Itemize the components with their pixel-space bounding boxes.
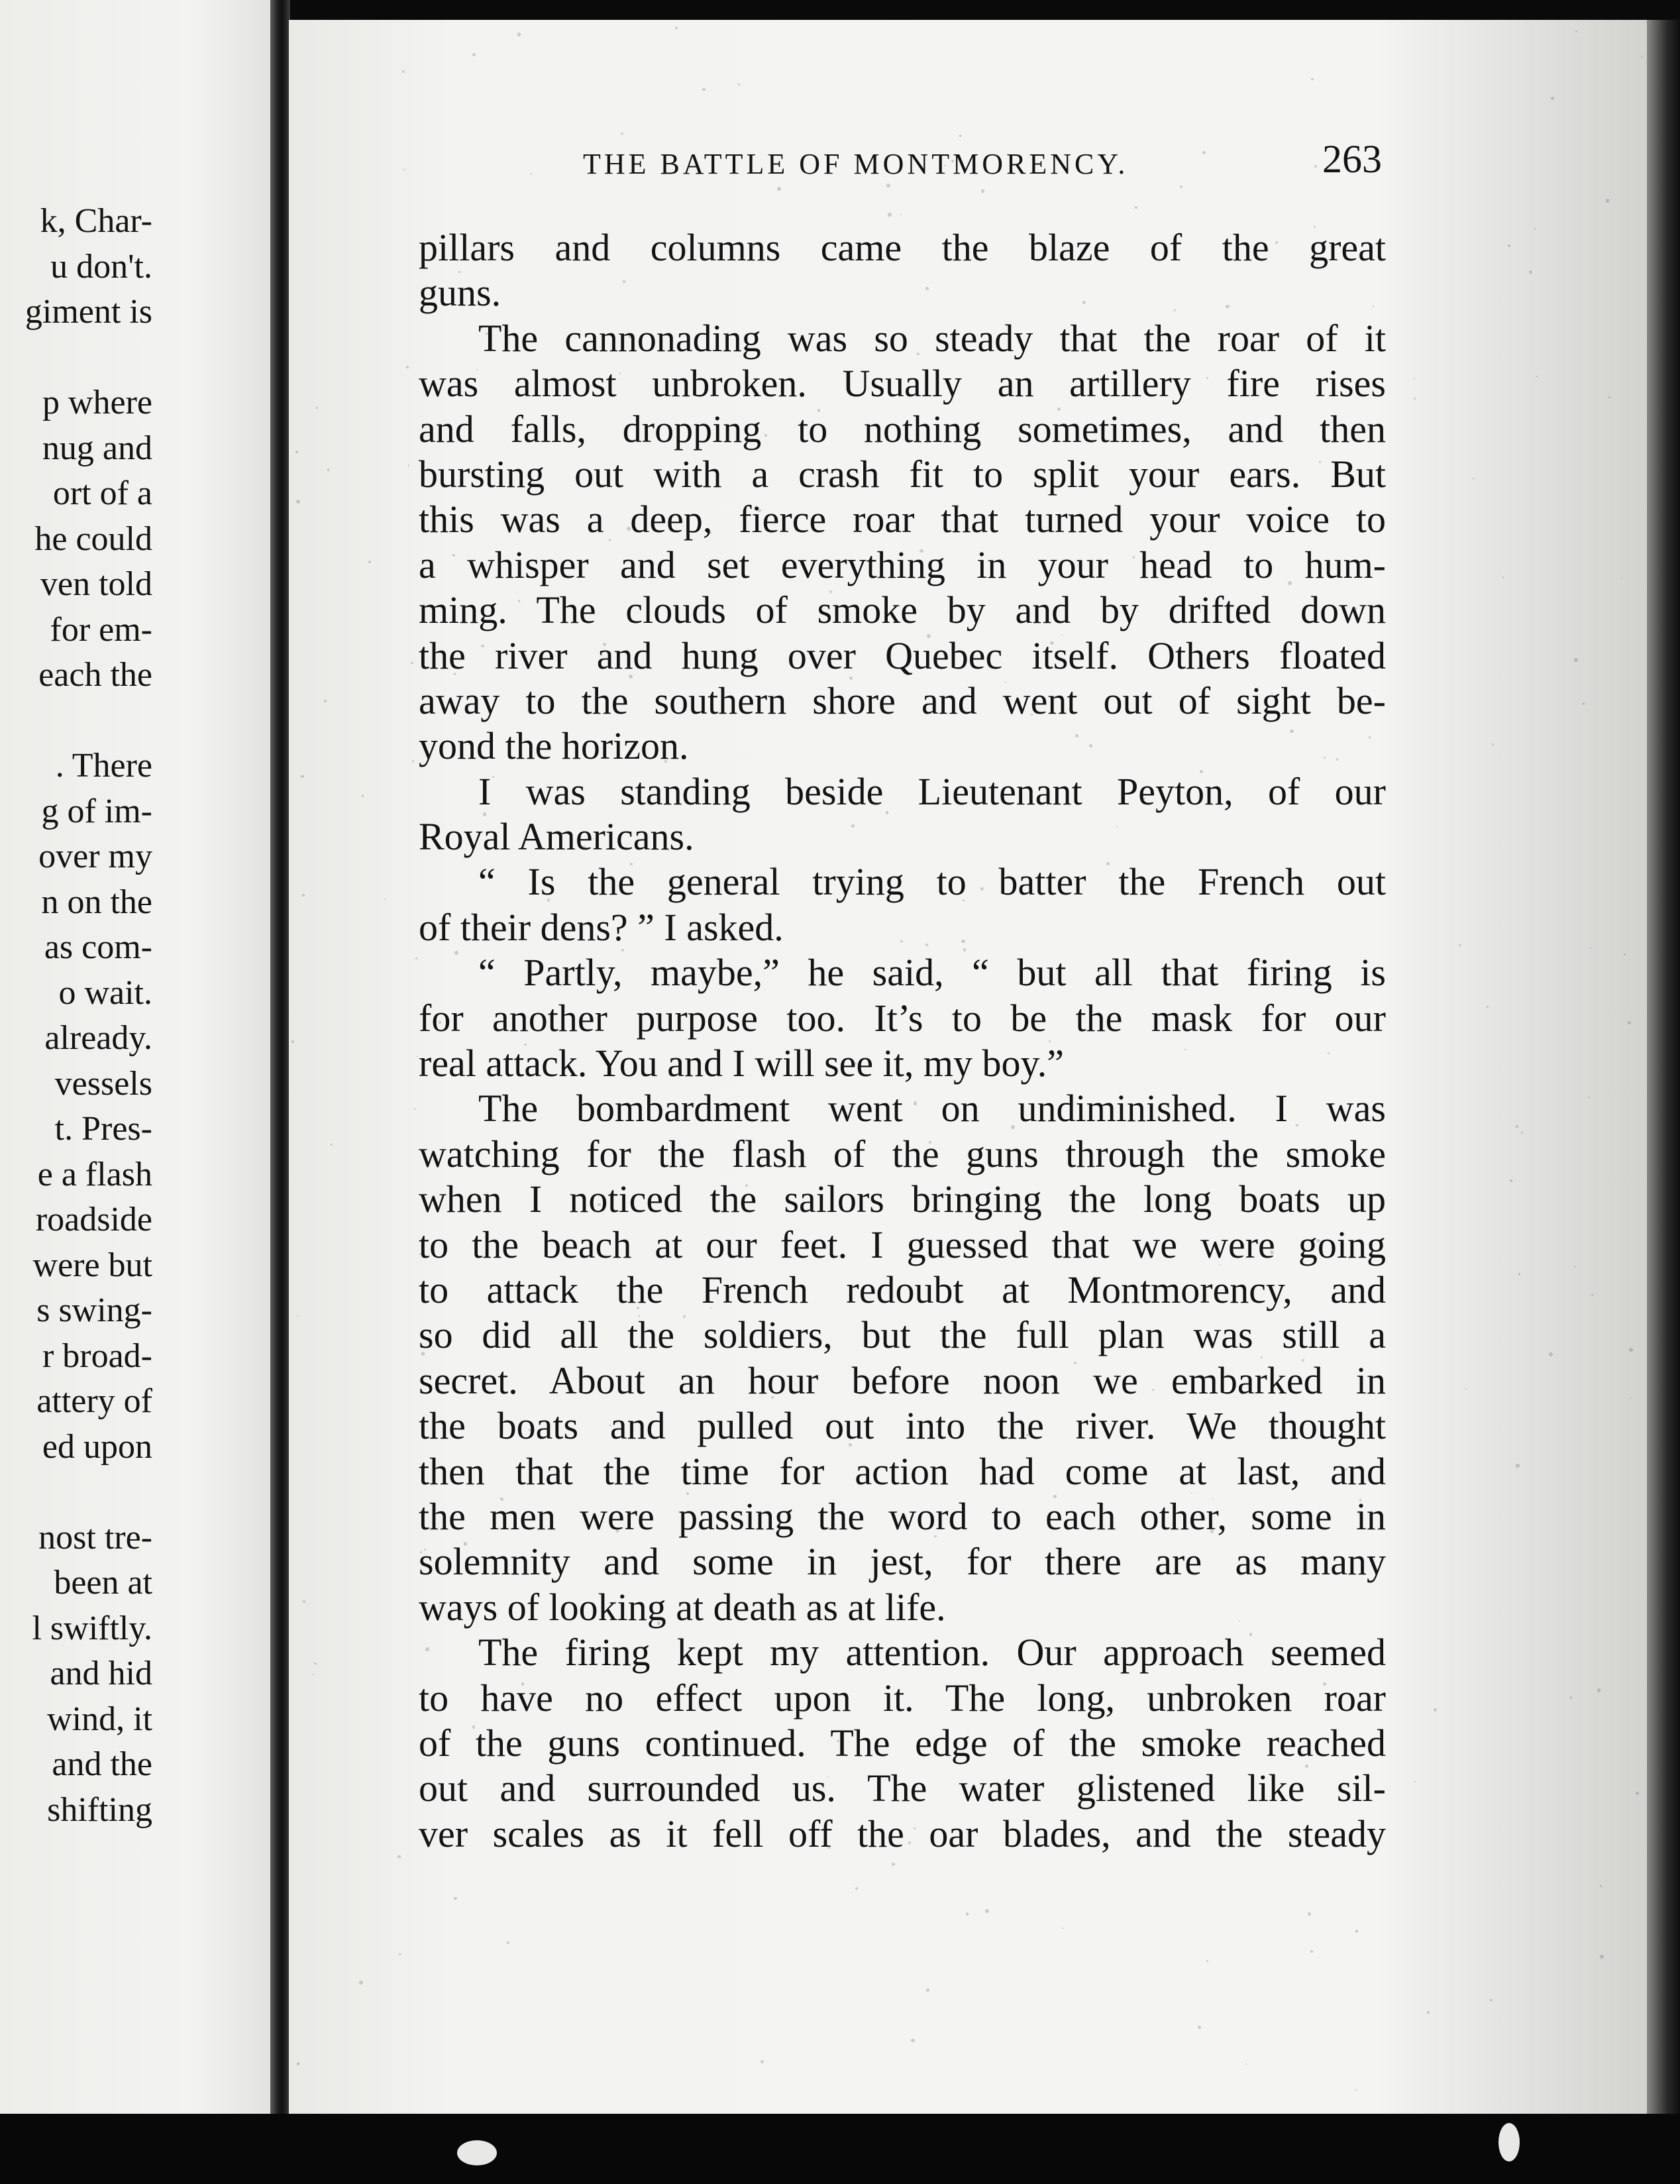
paper-speck: [1226, 305, 1229, 308]
text-line: for another purpose too. It’s to be the mask for our: [419, 996, 1386, 1040]
text-line: to the beach at our feet. I guessed that we were going: [419, 1223, 1386, 1266]
text-line: was almost unbroken. Usually an artillery fire rises: [419, 362, 1386, 406]
paper-speck: [1355, 2089, 1357, 2091]
paper-speck: [1311, 78, 1313, 80]
paper-speck: [421, 1352, 425, 1356]
page-gutter: [270, 0, 290, 2120]
paper-speck: [458, 271, 460, 273]
paper-speck: [827, 1776, 829, 1778]
paper-speck: [1324, 757, 1326, 759]
left-page-line: over my: [38, 838, 152, 875]
paper-speck: [1271, 692, 1273, 694]
paper-speck: [1174, 309, 1176, 311]
paper-speck: [327, 468, 329, 470]
left-page-line: [8, 698, 152, 744]
paper-speck: [1074, 1362, 1076, 1364]
paper-speck: [1316, 1239, 1320, 1242]
paper-speck: [1089, 744, 1092, 747]
paper-speck: [425, 1647, 429, 1651]
text-line: guns.: [419, 271, 501, 315]
text-line: watching for the flash of the guns through the smoke: [419, 1132, 1386, 1175]
paper-speck: [1061, 474, 1064, 477]
paper-speck: [609, 539, 611, 541]
paper-speck: [629, 675, 633, 679]
paper-speck: [1597, 1688, 1601, 1692]
paper-speck: [664, 760, 666, 762]
text-line: The bombardment went on undiminished. I was: [478, 1087, 1386, 1130]
text-line: then that the time for action had come at last, and: [419, 1449, 1386, 1493]
paper-speck: [1296, 1124, 1298, 1126]
text-line: ver scales as it fell off the oar blades, and the steady: [419, 1812, 1386, 1855]
left-page-line: r broad-: [42, 1337, 152, 1375]
paper-speck: [911, 2039, 915, 2043]
paper-speck: [1314, 165, 1317, 168]
paper-speck: [1041, 1384, 1044, 1386]
paper-speck: [324, 700, 326, 702]
paper-speck: [1050, 641, 1053, 645]
paper-speck: [1031, 714, 1033, 716]
paper-speck: [411, 662, 413, 665]
paper-speck: [925, 944, 928, 946]
left-page-line: and hid: [50, 1655, 152, 1692]
paper-speck: [855, 1887, 858, 1890]
paper-speck: [1490, 1999, 1493, 2002]
paper-speck: [547, 899, 550, 901]
paper-speck: [886, 811, 888, 814]
paper-speck: [1355, 1930, 1358, 1932]
left-page-line: s swing-: [36, 1291, 152, 1329]
bottom-scan-border: [0, 2114, 1680, 2184]
paper-speck: [500, 1498, 503, 1501]
left-page-line: already.: [44, 1019, 152, 1057]
paper-speck: [657, 1621, 660, 1625]
left-page-line: attery of: [36, 1382, 152, 1420]
paper-speck: [412, 760, 413, 761]
text-line: “ Is the general trying to batter the French out: [478, 860, 1386, 904]
paper-speck: [452, 554, 455, 557]
text-line: a whisper and set everything in your head to hum-: [419, 543, 1386, 586]
paper-speck: [397, 1855, 400, 1858]
text-line: secret. About an hour before noon we embarked in: [419, 1358, 1386, 1402]
paper-speck: [1492, 743, 1494, 745]
paper-speck: [771, 1396, 774, 1399]
left-page-line: p where: [42, 384, 152, 421]
paper-speck: [1427, 2011, 1430, 2014]
paper-speck: [454, 951, 458, 955]
paper-speck: [623, 280, 625, 282]
left-page-line: nug and: [42, 429, 152, 467]
left-page-line: roadside: [35, 1201, 152, 1238]
paper-speck: [1624, 954, 1626, 956]
left-page-line: l swiftly.: [32, 1609, 152, 1647]
paper-speck: [1270, 1250, 1274, 1254]
paper-speck: [621, 949, 624, 952]
text-line: the men were passing the word to each other, some in: [419, 1494, 1386, 1538]
paper-speck: [1026, 1434, 1029, 1437]
paper-speck: [717, 1751, 721, 1755]
paper-speck: [1308, 1912, 1311, 1916]
paper-speck: [1049, 1040, 1051, 1042]
paper-speck: [1487, 1006, 1489, 1008]
left-page-line: for em-: [50, 610, 152, 649]
paper-speck: [1600, 1955, 1603, 1958]
paper-speck: [314, 1663, 317, 1665]
paper-speck: [464, 1542, 467, 1545]
paper-speck: [331, 1144, 333, 1146]
text-line: this was a deep, fierce roar that turned your voice to: [419, 498, 1386, 541]
paper-speck: [297, 2062, 299, 2065]
paper-speck: [1082, 301, 1086, 304]
paper-speck: [1510, 1179, 1512, 1182]
paper-speck: [1359, 1499, 1361, 1501]
paper-speck: [312, 1674, 313, 1675]
left-page-text: [8, 199, 273, 1833]
paper-speck: [1184, 1049, 1186, 1050]
paper-speck: [637, 1307, 639, 1309]
paper-speck: [297, 1316, 298, 1317]
paper-speck: [1641, 56, 1642, 57]
text-line: The firing kept my attention. Our approach seemed: [478, 1631, 1386, 1674]
left-page-line: t. Pres-: [54, 1110, 152, 1148]
paper-speck: [919, 549, 923, 553]
text-line: ways of looking at death as at life.: [419, 1585, 946, 1629]
paper-speck: [429, 1845, 431, 1847]
paper-speck: [459, 838, 462, 842]
text-line: when I noticed the sailors bringing the long boats up: [419, 1177, 1386, 1221]
paper-speck: [917, 353, 919, 355]
paper-speck: [1608, 396, 1610, 398]
left-page-line: u don't.: [50, 247, 152, 286]
paper-speck: [420, 1551, 422, 1553]
paper-speck: [467, 704, 470, 706]
left-page-line: he could: [34, 519, 152, 558]
paper-speck: [1534, 228, 1536, 230]
paper-speck: [1606, 199, 1609, 202]
paper-speck: [316, 407, 318, 409]
text-line: of their dens? ” I asked.: [419, 905, 784, 949]
paper-speck: [966, 1912, 969, 1916]
text-line: the river and hung over Quebec itself. Others floated: [419, 633, 1386, 677]
left-page-line: e a flash: [37, 1155, 152, 1193]
left-page-line: n on the: [41, 883, 152, 921]
dust-blob: [1498, 2123, 1520, 2161]
left-page-line: ed upon: [42, 1427, 152, 1466]
paper-speck: [1239, 1620, 1240, 1621]
paper-speck: [606, 1566, 608, 1568]
left-page-line: vessels: [54, 1064, 152, 1103]
paper-speck: [1245, 2063, 1247, 2065]
paper-speck: [362, 794, 364, 797]
paper-speck: [359, 1981, 363, 1985]
paper-speck: [1135, 206, 1137, 209]
paper-speck: [1302, 1359, 1304, 1362]
text-line: solemnity and some in jest, for there are as many: [419, 1540, 1386, 1584]
paper-speck: [914, 1101, 918, 1105]
paper-speck: [1062, 1928, 1063, 1929]
paper-speck: [981, 190, 984, 192]
text-line: pillars and columns came the blaze of the great: [419, 226, 1386, 269]
paper-speck: [963, 948, 966, 951]
paper-speck: [627, 527, 631, 531]
page-edge-shadow: [1647, 20, 1680, 2114]
left-page-line: o wait.: [58, 973, 152, 1012]
left-page-line: [8, 335, 152, 381]
paper-speck: [472, 1725, 476, 1729]
paper-speck: [296, 500, 300, 504]
text-line: away to the southern shore and went out of sight be-: [419, 679, 1386, 722]
text-line: out and surrounded us. The water glistened like sil-: [419, 1767, 1386, 1810]
paper-speck: [963, 899, 965, 901]
paper-speck: [892, 1863, 895, 1866]
paper-speck: [751, 245, 755, 248]
paper-speck: [582, 846, 586, 849]
paper-speck: [1516, 1464, 1519, 1467]
paper-speck: [481, 645, 484, 648]
paper-speck: [1206, 377, 1208, 379]
paper-speck: [1116, 826, 1118, 828]
left-page-line: g of im-: [41, 792, 152, 830]
left-page-line: [8, 1470, 152, 1515]
paper-speck: [1336, 758, 1338, 760]
left-page-line: as com-: [44, 928, 152, 966]
paper-speck: [675, 27, 678, 29]
paper-speck: [1459, 944, 1460, 946]
page-number: 263: [1322, 137, 1382, 181]
paper-speck: [439, 1021, 441, 1024]
paper-speck: [934, 1535, 936, 1537]
paper-speck: [1529, 270, 1532, 274]
paper-speck: [969, 1342, 971, 1344]
left-page-line: nost tre-: [38, 1518, 152, 1556]
paper-speck: [303, 1600, 305, 1603]
text-line: real attack. You and I will see it, my boy.”: [419, 1042, 1064, 1085]
text-line: I was standing beside Lieutenant Peyton, of our: [478, 769, 1386, 813]
paper-speck: [758, 509, 761, 512]
paper-speck: [1353, 607, 1357, 610]
paper-speck: [853, 1062, 857, 1065]
left-page-line: and the: [52, 1745, 152, 1783]
left-page-line: been at: [54, 1564, 152, 1602]
paper-speck: [1574, 1266, 1576, 1268]
left-page-line: k, Char-: [40, 202, 152, 240]
body-text: [419, 225, 1386, 1857]
text-line: “ Partly, maybe,” he said, “ but all that firing is: [478, 951, 1386, 995]
left-page-line: giment is: [25, 293, 152, 331]
paper-speck: [1508, 245, 1510, 247]
left-page-line: wind, it: [47, 1700, 152, 1738]
paper-speck: [1005, 682, 1006, 683]
text-line: so did all the soldiers, but the full plan was still a: [419, 1313, 1386, 1357]
paper-speck: [1516, 1125, 1518, 1128]
paper-speck: [777, 187, 781, 191]
paper-speck: [1549, 1352, 1553, 1356]
paper-speck: [974, 1688, 976, 1690]
paper-speck: [761, 2060, 764, 2063]
text-line: yond the horizon.: [419, 724, 689, 768]
left-page-line: ven told: [40, 565, 152, 603]
paper-speck: [914, 1828, 915, 1829]
paper-speck: [1206, 1960, 1208, 1962]
paper-speck: [961, 940, 965, 943]
left-page-line: ort of a: [52, 474, 152, 512]
paper-speck: [1574, 658, 1578, 662]
paper-speck: [849, 677, 853, 680]
text-line: and falls, dropping to nothing sometimes, and then: [419, 407, 1386, 451]
paper-speck: [1473, 478, 1475, 480]
paper-speck: [1200, 770, 1203, 773]
paper-speck: [616, 1529, 619, 1533]
paper-speck: [944, 165, 945, 166]
left-page-line: each the: [38, 656, 152, 694]
paper-speck: [951, 160, 953, 162]
left-page-line: shifting: [47, 1790, 152, 1829]
paper-speck: [301, 775, 303, 778]
paper-speck: [639, 1315, 641, 1317]
paper-speck: [444, 709, 445, 710]
paper-speck: [603, 643, 606, 646]
text-line: bursting out with a crash fit to split your ears. But: [419, 452, 1386, 496]
paper-speck: [1314, 226, 1316, 228]
paper-speck: [521, 1682, 524, 1685]
paper-speck: [886, 184, 890, 188]
paper-speck: [417, 1056, 418, 1058]
text-line: of the guns continued. The edge of the smoke reached: [419, 1721, 1386, 1765]
paper-speck: [888, 213, 892, 217]
dust-blob: [457, 2140, 497, 2165]
text-line: to have no effect upon it. The long, unbroken roar: [419, 1676, 1386, 1720]
paper-speck: [702, 88, 705, 91]
paper-speck: [609, 1425, 611, 1427]
text-line: the boats and pulled out into the river. We thought: [419, 1404, 1386, 1448]
paper-speck: [764, 434, 766, 436]
paper-speck: [476, 369, 478, 370]
paper-speck: [517, 32, 521, 36]
paper-speck: [1310, 1950, 1313, 1953]
paper-speck: [925, 287, 929, 290]
left-page: [0, 0, 273, 2120]
running-head: THE BATTLE OF MONTMORENCY.: [583, 148, 1129, 180]
paper-speck: [817, 409, 821, 412]
paper-speck: [927, 634, 931, 638]
paper-speck: [529, 1429, 531, 1431]
paper-speck: [408, 464, 410, 466]
paper-speck: [291, 1040, 294, 1043]
paper-speck: [1373, 305, 1374, 307]
paper-speck: [959, 135, 961, 136]
paper-speck: [849, 1443, 852, 1447]
paper-speck: [486, 333, 488, 335]
paper-speck: [738, 83, 739, 85]
text-line: ming. The clouds of smoke by and by drifted down: [419, 588, 1386, 632]
text-line: Royal Americans.: [419, 815, 694, 859]
paper-speck: [472, 53, 476, 56]
paper-speck: [1294, 976, 1296, 979]
paper-speck: [1243, 1189, 1246, 1193]
left-page-line: . There: [55, 747, 152, 785]
paper-speck: [1629, 1348, 1632, 1351]
text-line: The cannonading was so steady that the roar of it: [478, 316, 1386, 360]
text-line: to attack the French redoubt at Montmorency, and: [419, 1268, 1386, 1311]
paper-speck: [1261, 1356, 1263, 1358]
left-page-line: were but: [32, 1246, 152, 1284]
